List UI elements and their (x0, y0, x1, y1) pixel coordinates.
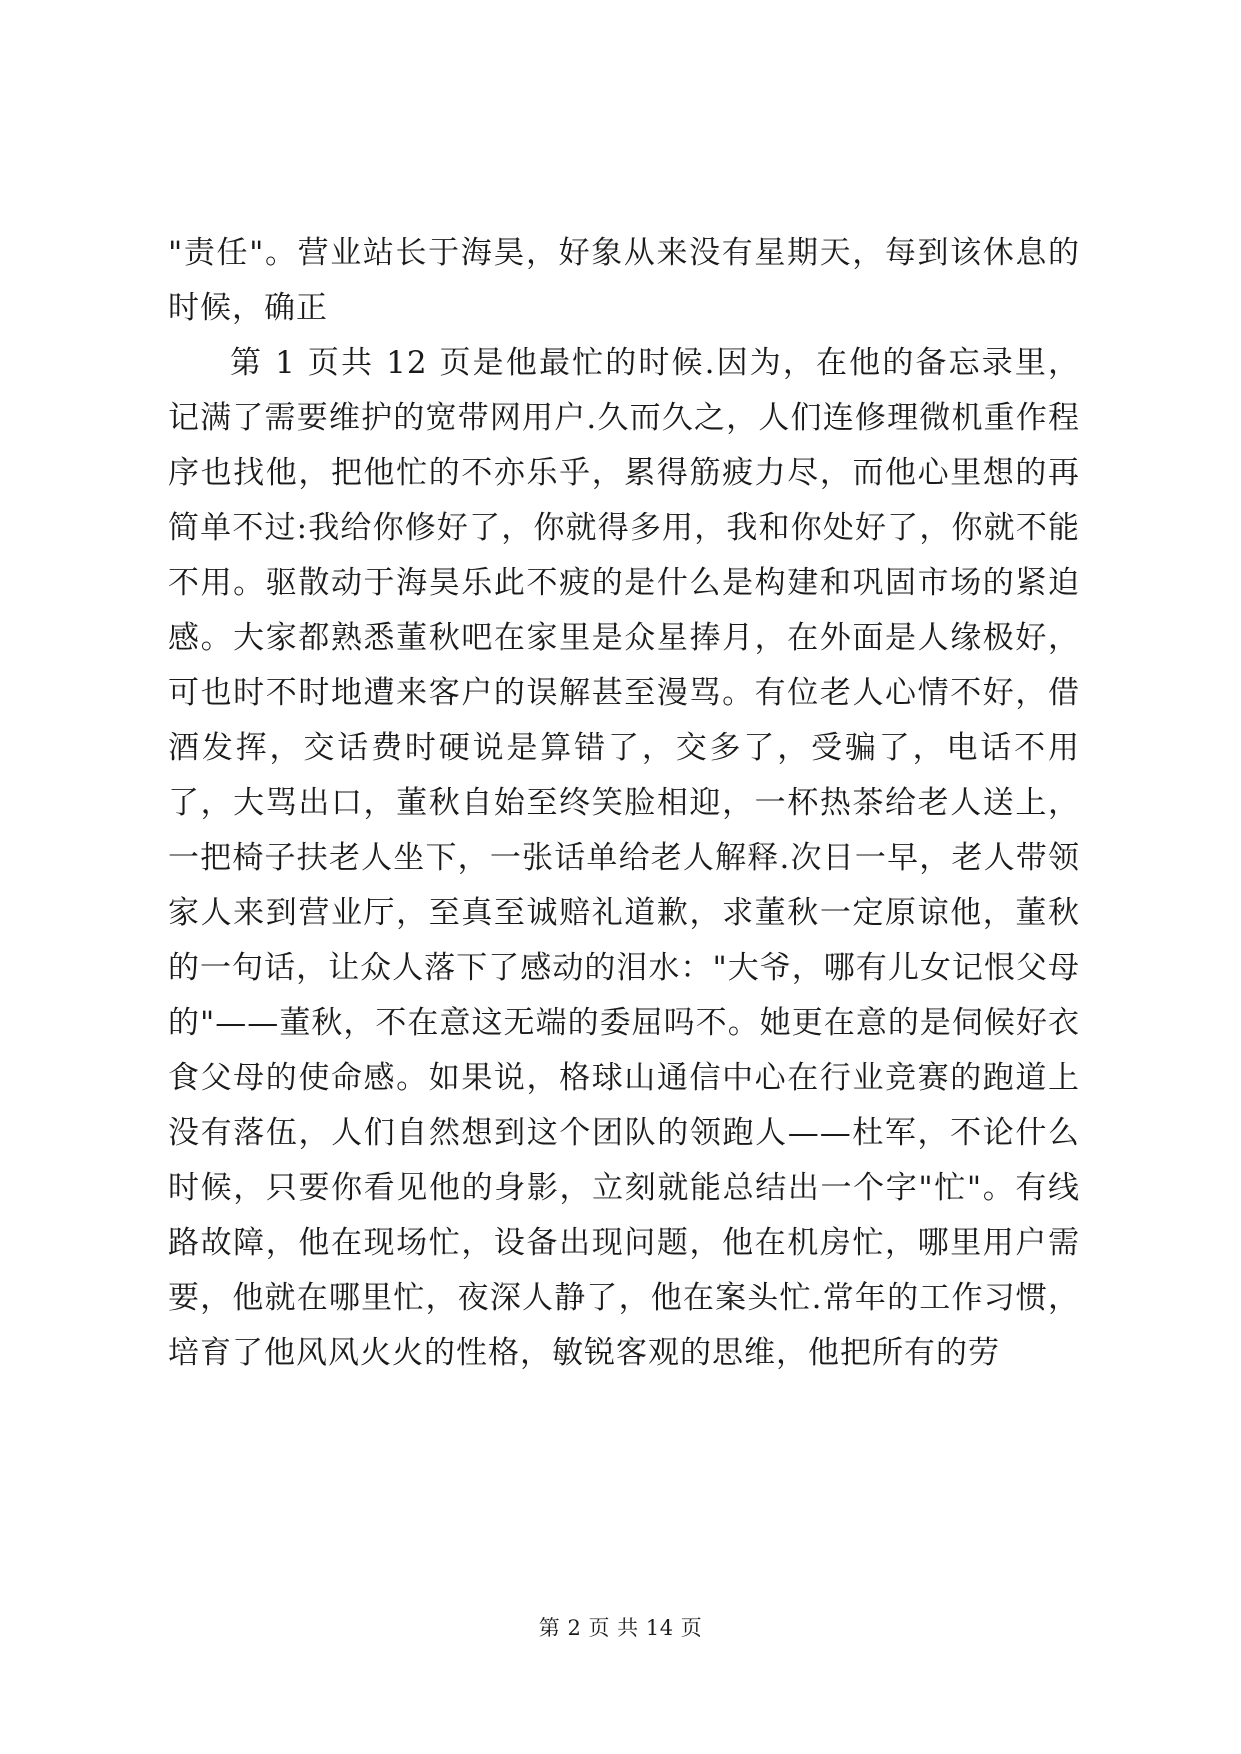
document-body (168, 226, 1080, 1381)
paragraph-main: 第 1 页共 12 页是他最忙的时候.因为，在他的备忘录里，记满了需要维护的宽带网用户.久而久之，人们连修理微机重作程序也找他，把他忙的不亦乐乎，累得筋疲力尽，而他心里想的再简单不过:我给你修好了，你就得多用，我和你处好了，你就不能不用。驱散动于海昊乐此不疲的是什么是构建和巩固市场的紧迫感。大家都熟悉董秋吧在家里是众星捧月，在外面是人缘极好，可也时不时地遭来客户的误解甚至漫骂。有位老人心情不好，借酒发挥，交话费时硬说是算错了，交多了，受骗了，电话不用了，大骂出口，董秋自始至终笑脸相迎，一杯热茶给老人送上，一把椅子扶老人坐下，一张话单给老人解释.次日一早，老人带领家人来到营业厅，至真至诚赔礼道歉，求董秋一定原谅他，董秋的一句话，让众人落下了感动的泪水："大爷，哪有儿女记恨父母的"——董秋，不在意这无端的委屈吗不。她更在意的是伺候好衣食父母的使命感。如果说，格球山通信中心在行业竞赛的跑道上没有落伍，人们自然想到这个团队的领跑人——杜军，不论什么时候，只要你看见他的身影，立刻就能总结出一个字"忙"。有线路故障，他在现场忙，设备出现问题，他在机房忙，哪里用户需要，他就在哪里忙，夜深人静了，他在案头忙.常年的工作习惯，培育了他风风火火的性格，敏锐客观的思维，他把所有的劳 (168, 345, 1080, 1371)
page-footer: 第 2 页 共 14 页 (538, 1616, 703, 1640)
paragraph-continuation: "责任"。营业站长于海昊，好象从来没有星期天，每到该休息的时候，确正 (168, 235, 1080, 326)
